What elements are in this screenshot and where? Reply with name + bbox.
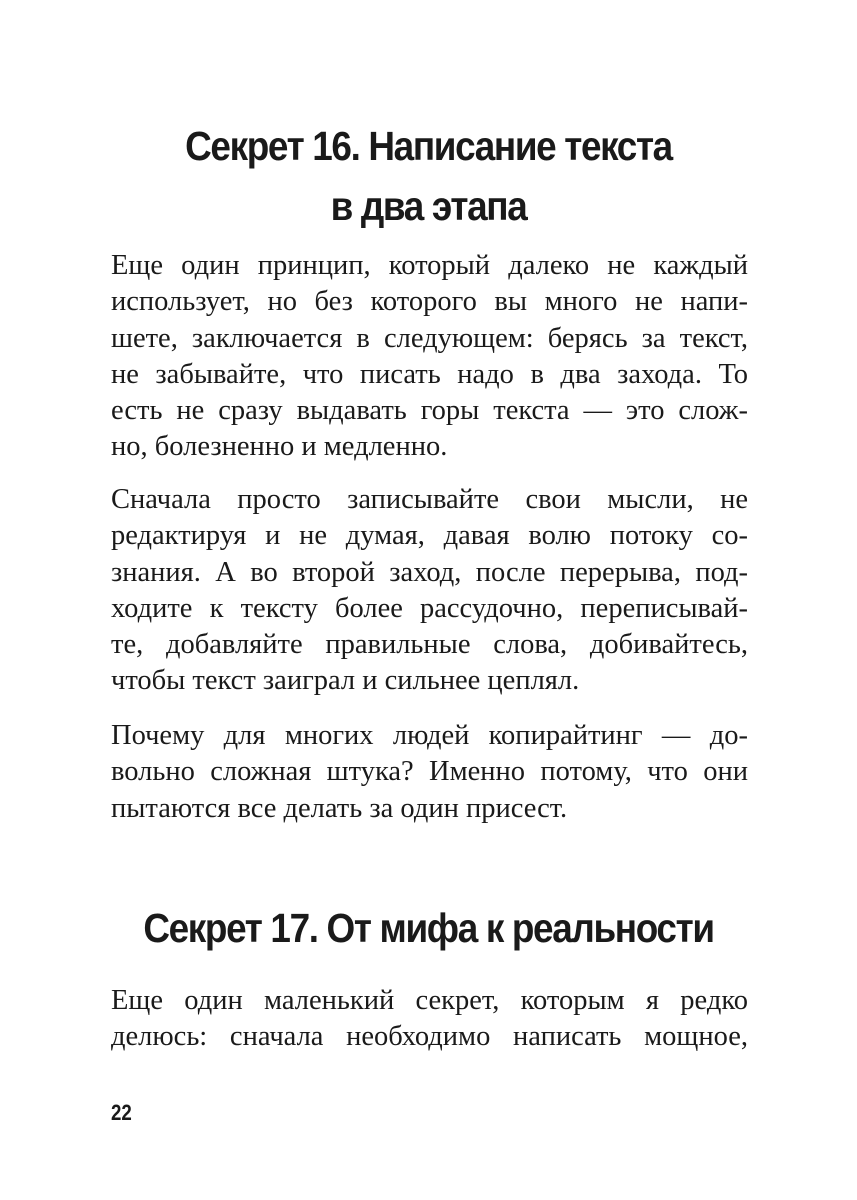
text-line: но, болезненно и медленно. — [111, 431, 448, 463]
text-line: делюсь: сначала необходимо написать мощное, — [111, 1021, 748, 1053]
text-line: есть не сразу выдавать горы текста — это слож- — [111, 395, 748, 427]
heading-line: Секрет 17. От мифа к реальности — [143, 905, 714, 951]
text-line: знания. А во второй заход, после перерыва, под- — [111, 556, 748, 588]
heading-line: в два этапа — [330, 183, 527, 229]
text-line: чтобы текст заиграл и сильнее цеплял. — [111, 665, 580, 697]
text-line: использует, но без которого вы много не напи- — [111, 286, 748, 318]
heading-line: Секрет 16. Написание текста — [185, 123, 672, 169]
text-line: те, добавляйте правильные слова, добивайтесь, — [111, 629, 748, 661]
section-heading-secret-17 — [43, 898, 814, 958]
text-line: ходите к тексту более рассудочно, переписывай- — [111, 592, 748, 624]
text-line: шете, заключается в следующем: берясь за текст, — [111, 322, 748, 354]
paragraph — [111, 718, 748, 827]
text-line: редактируя и не думая, давая волю потоку со- — [111, 520, 748, 552]
text-line: Еще один принцип, который далеко не каждый — [111, 250, 748, 281]
paragraph — [111, 248, 748, 466]
text-line: вольно сложная штука? Именно потому, что они — [111, 756, 748, 788]
text-line: Еще один маленький секрет, которым я редко — [111, 985, 748, 1016]
section-heading-secret-16 — [43, 116, 814, 236]
text-line: не забывайте, что писать надо в два захода. То — [111, 358, 748, 390]
paragraph — [111, 482, 748, 700]
text-line: пытаются все делать за один присест. — [111, 792, 568, 824]
text-line: Почему для многих людей копирайтинг — до- — [111, 720, 748, 751]
paragraph — [111, 983, 748, 1056]
page-number: 22 — [111, 1100, 132, 1125]
text-line: Сначала просто записывайте свои мысли, не — [111, 484, 748, 515]
